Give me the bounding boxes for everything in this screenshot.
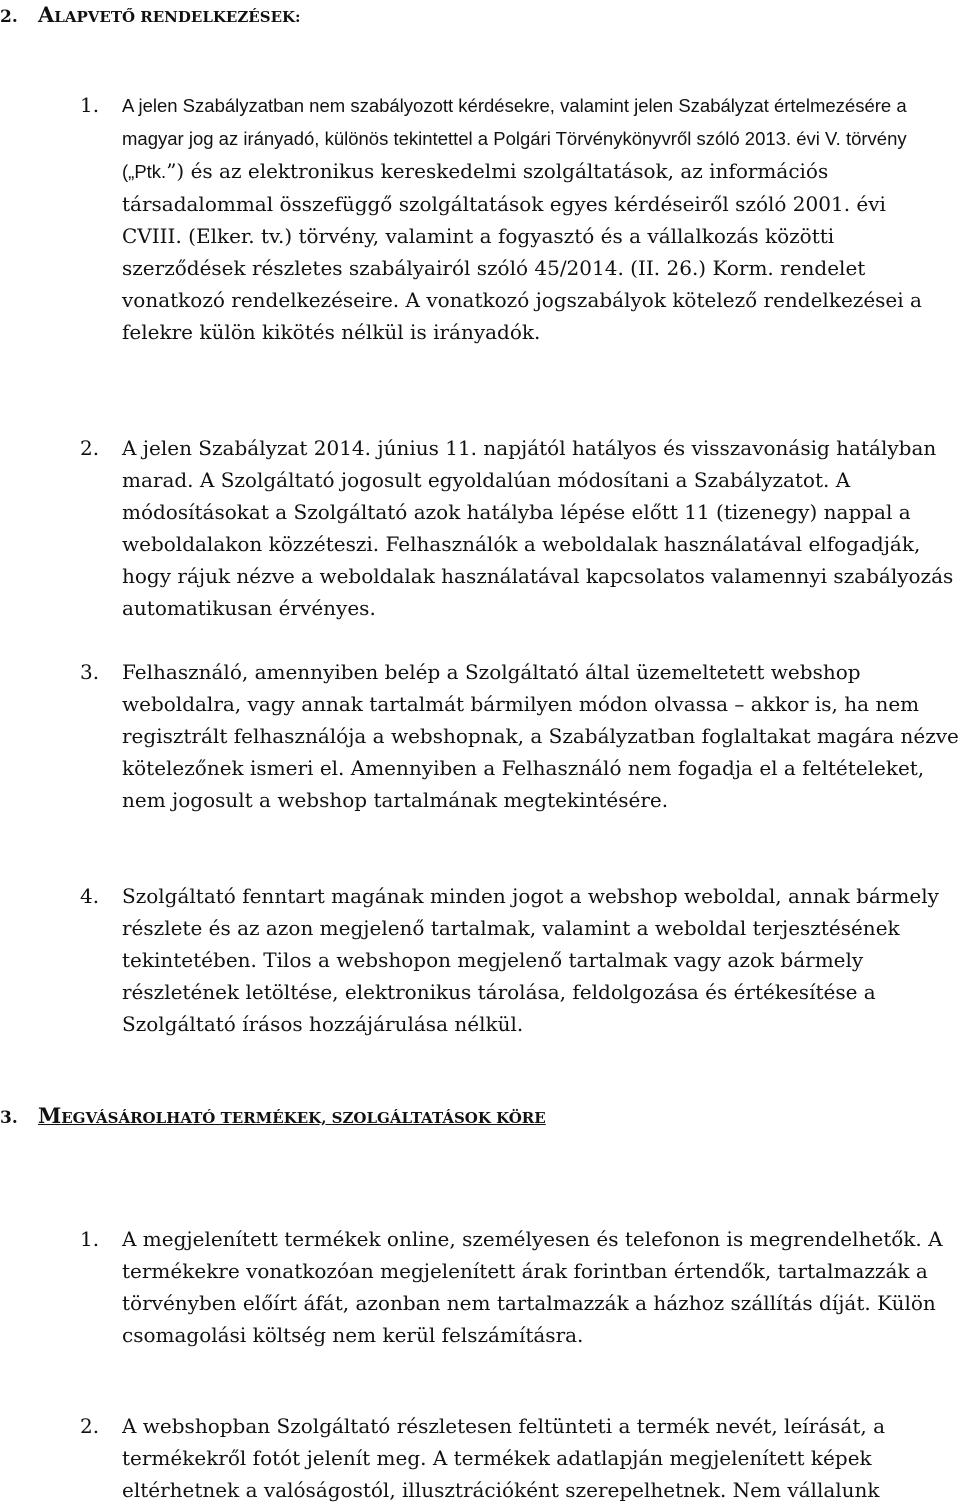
item-text: A jelen Szabályzatban nem szabályozott kérdésekre, valamint jelen Szabályzat értelmezésére a magyar jog az irányadó, különös tekintettel a Polgári Törvénykönyvről szóló 2013. évi V. törvény („Ptk.”) és az elektronikus kereskedelmi szolgáltatások, az információs társadalommal összefüggő szolgáltatások egyes kérdéseiről szóló 2001. évi CVIII. (Elker. tv.) törvény, valamint a fogyasztó és a vállalkozás közötti szerződések részletes szabályairól szóló 45/2014. (II. 26.) Korm. rendelet vonatkozó rendelkezéseire. A vonatkozó jogszabályok kötelező rendelkezései a felekre külön kikötés nélkül is irányadók. [122, 95, 922, 344]
item-number: 1. [80, 1227, 100, 1251]
section-3-item-2 [80, 1410, 960, 1506]
item-text: A megjelenített termékek online, személyesen és telefonon is megrendelhetők. A termékekre vonatkozóan megjelenített árak forintban értendők, tartalmazzák a törvényben előírt áfát, azonban nem tartalmazzák a házhoz szállítás díját. Külön csomagolási költség nem kerül felszámításra. [122, 1227, 943, 1347]
section-title: ALAPVETŐ RENDELKEZÉSEK: [38, 2, 301, 27]
section-2-item-1 [80, 89, 960, 348]
item-number: 1. [80, 93, 100, 117]
item-number: 3. [80, 660, 100, 684]
item-text: Szolgáltató fenntart magának minden jogot a webshop weboldal, annak bármely részlete és az azon megjelenő tartalmak, valamint a weboldal terjesztésének tekintetében. Tilos a webshopon megjelenő tartalmak vagy azok bármely részletének letöltése, elektronikus tárolása, feldolgozása és értékesítése a Szolgáltató írásos hozzájárulása nélkül. [122, 884, 939, 1036]
item-number: 2. [80, 1414, 100, 1438]
item-text: A webshopban Szolgáltató részletesen feltünteti a termék nevét, leírását, a termékekről fotót jelenít meg. A termékek adatlapján megjelenített képek eltérhetnek a valóságostól, illusztrációként szerepelhetnek. Nem vállalunk [122, 1414, 886, 1502]
section-number: 2. [0, 7, 18, 27]
item-text: Felhasználó, amennyiben belép a Szolgáltató által üzemeltetett webshop weboldalra, vagy annak tartalmát bármilyen módon olvassa – akkor is, ha nem regisztrált felhasználója a webshopnak, a Szabályzatban foglaltakat magára nézve kötelezőnek ismeri el. Amennyiben a Felhasználó nem fogadja el a feltételeket, nem jogosult a webshop tartalmának megtekintésére. [122, 660, 959, 812]
section-3-heading [0, 1105, 546, 1129]
section-2-item-4 [80, 880, 960, 1040]
item-number: 2. [80, 436, 100, 460]
item-text: A jelen Szabályzat 2014. június 11. napjától hatályos és visszavonásig hatályban marad. A Szolgáltató jogosult egyoldalúan módosítani a Szabályzatot. A módosításokat a Szolgáltató azok hatályba lépése előtt 11 (tizenegy) nappal a weboldalakon közzéteszi. Felhasználók a weboldalak használatával elfogadják, hogy rájuk nézve a weboldalak használatával kapcsolatos valamennyi szabályozás automatikusan érvényes. [122, 436, 954, 620]
item-number: 4. [80, 884, 100, 908]
section-3-item-1 [80, 1223, 960, 1351]
section-2-item-2 [80, 432, 960, 624]
section-2-item-3 [80, 656, 960, 816]
section-title: MEGVÁSÁROLHATÓ TERMÉKEK, SZOLGÁLTATÁSOK KÖRE [38, 1103, 546, 1128]
section-2-heading [0, 4, 301, 28]
section-number: 3. [0, 1108, 18, 1128]
